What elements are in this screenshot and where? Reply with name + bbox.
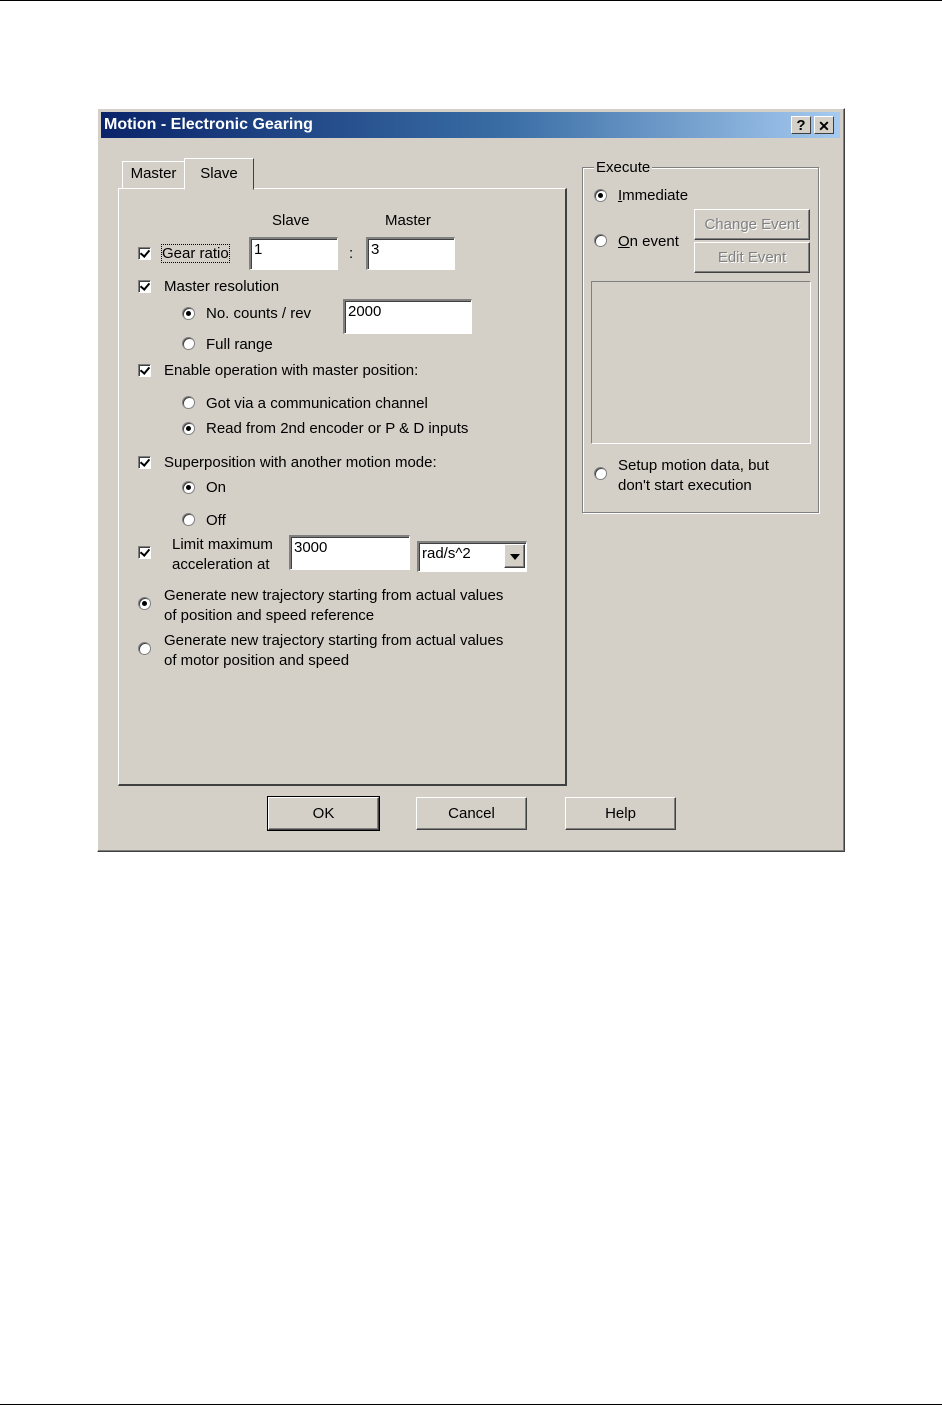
- superposition-label: Superposition with another motion mode:: [164, 454, 437, 471]
- read-from-encoder-radio[interactable]: [182, 422, 195, 435]
- gear-ratio-label: Gear ratio: [162, 245, 229, 262]
- slave-column-header: Slave: [272, 212, 310, 229]
- setup-only-label-line1: Setup motion data, but: [618, 457, 769, 474]
- on-event-label: [618, 233, 679, 250]
- change-event-button[interactable]: Change Event: [694, 209, 810, 240]
- immediate-label: [618, 187, 688, 204]
- master-resolution-label: Master resolution: [164, 278, 280, 295]
- title-bar: [101, 112, 840, 138]
- tab-slave-label: Slave: [200, 165, 238, 182]
- setup-only-radio[interactable]: [594, 467, 607, 480]
- help-icon[interactable]: ?: [791, 116, 811, 134]
- superposition-off-label: Off: [206, 512, 226, 529]
- event-details-box: [591, 281, 811, 444]
- superposition-on-label: On: [206, 479, 227, 496]
- no-counts-input[interactable]: 2000: [343, 299, 472, 334]
- immediate-radio[interactable]: [594, 189, 607, 202]
- immediate-label-text: mmediate: [622, 187, 689, 204]
- no-counts-label: No. counts / rev: [206, 305, 312, 322]
- no-counts-radio[interactable]: [182, 307, 195, 320]
- generate-from-reference-label-line2: of position and speed reference: [164, 607, 375, 624]
- generate-from-motor-radio[interactable]: [138, 642, 151, 655]
- generate-from-motor-label-line1: Generate new trajectory starting from actual values: [164, 632, 504, 649]
- acceleration-unit-select[interactable]: [417, 541, 527, 572]
- limit-acceleration-input[interactable]: 3000: [289, 535, 410, 570]
- page-bottom-rule: [0, 1404, 942, 1405]
- gear-ratio-slave-input[interactable]: 1: [249, 237, 338, 270]
- got-via-channel-radio[interactable]: [182, 396, 195, 409]
- close-icon[interactable]: ✕: [814, 116, 834, 134]
- superposition-checkbox[interactable]: [138, 456, 151, 469]
- execute-group-label: Execute: [596, 159, 651, 176]
- tab-master[interactable]: [122, 161, 185, 189]
- slave-tab-panel: [118, 188, 567, 786]
- on-event-label-text: n event: [629, 233, 679, 250]
- acceleration-unit-value: rad/s^2: [422, 545, 471, 562]
- read-from-encoder-label: Read from 2nd encoder or P & D inputs: [206, 420, 469, 437]
- gear-ratio-master-input[interactable]: 3: [366, 237, 455, 270]
- master-resolution-checkbox[interactable]: [138, 280, 151, 293]
- full-range-radio[interactable]: [182, 337, 195, 350]
- master-column-header: Master: [385, 212, 431, 229]
- ok-button[interactable]: OK: [268, 797, 379, 830]
- dialog-title: Motion - Electronic Gearing: [104, 116, 313, 133]
- on-event-radio[interactable]: [594, 234, 607, 247]
- help-button[interactable]: Help: [565, 797, 676, 830]
- gear-ratio-colon: :: [349, 245, 354, 262]
- tab-slave[interactable]: [184, 158, 254, 190]
- gear-ratio-checkbox[interactable]: [138, 247, 151, 260]
- immediate-hotkey: I: [618, 187, 623, 204]
- enable-master-position-label: Enable operation with master position:: [164, 362, 419, 379]
- edit-event-button[interactable]: Edit Event: [694, 242, 810, 273]
- chevron-down-icon[interactable]: [504, 544, 525, 568]
- superposition-off-radio[interactable]: [182, 513, 195, 526]
- superposition-on-radio[interactable]: [182, 481, 195, 494]
- setup-only-label-line2: don't start execution: [618, 477, 752, 494]
- generate-from-reference-radio[interactable]: [138, 597, 151, 610]
- enable-master-position-checkbox[interactable]: [138, 364, 151, 377]
- page-top-rule: [0, 0, 942, 1]
- limit-acceleration-label-line2: acceleration at: [172, 556, 270, 573]
- on-event-hotkey: O: [618, 233, 630, 250]
- generate-from-reference-label-line1: Generate new trajectory starting from actual values: [164, 587, 504, 604]
- cancel-button[interactable]: Cancel: [416, 797, 527, 830]
- limit-acceleration-label-line1: Limit maximum: [172, 536, 273, 553]
- got-via-channel-label: Got via a communication channel: [206, 395, 428, 412]
- electronic-gearing-dialog: [97, 108, 845, 852]
- generate-from-motor-label-line2: of motor position and speed: [164, 652, 350, 669]
- full-range-label: Full range: [206, 336, 273, 353]
- limit-acceleration-checkbox[interactable]: [138, 546, 151, 559]
- tab-master-label: Master: [130, 165, 177, 182]
